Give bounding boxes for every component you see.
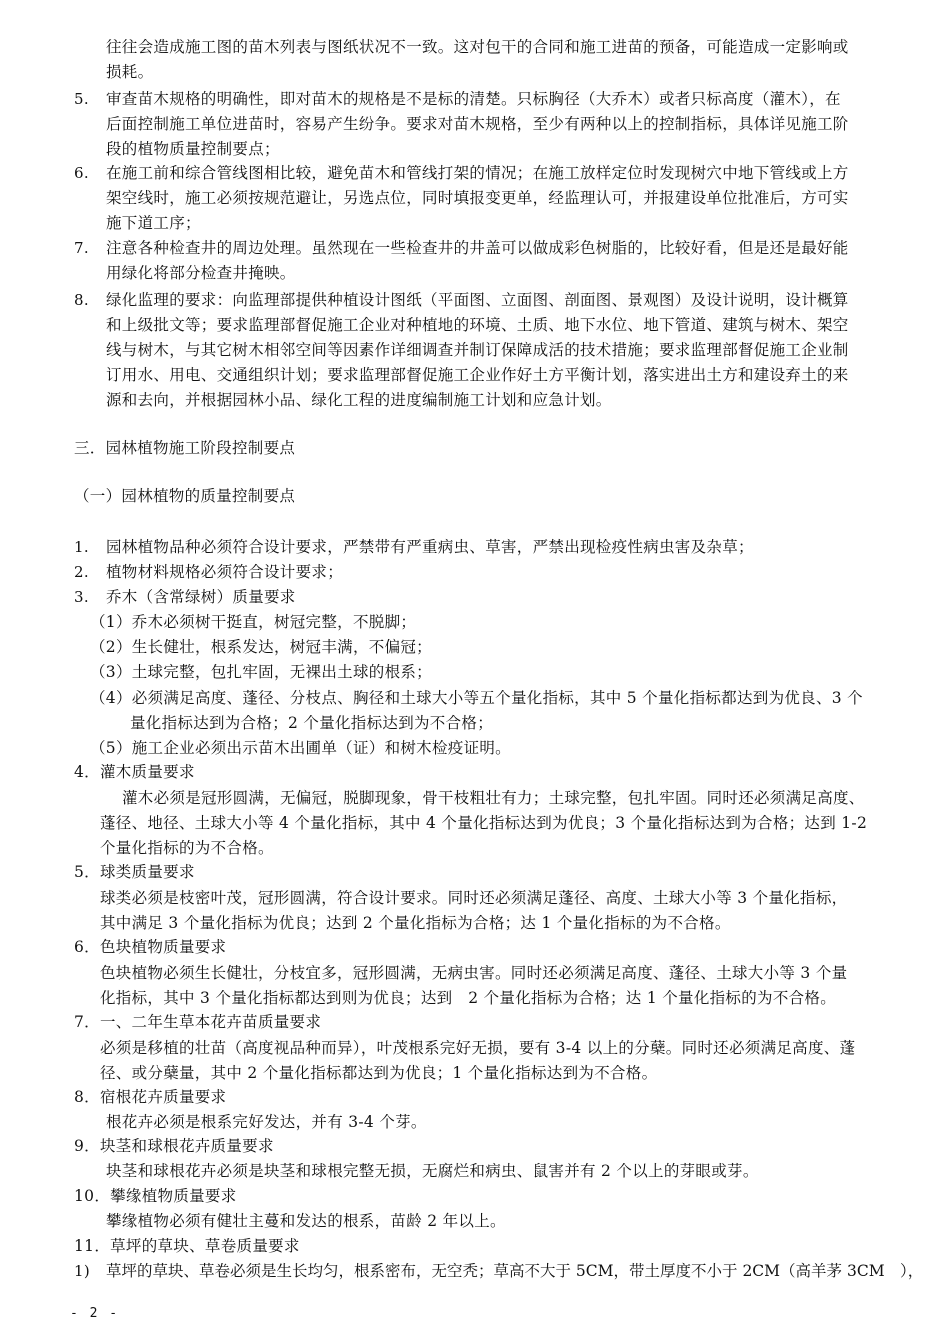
- text-line: 园林植物品种必须符合设计要求，严禁带有严重病虫、草害，严禁出现检疫性病虫害及杂草；: [106, 538, 754, 556]
- text-line: 用绿化将部分检查井掩映。: [106, 264, 296, 282]
- text-line: 订用水、用电、交通组织计划；要求监理部督促施工企业作好土方平衡计划，落实进出土方和建设弃土的来: [106, 366, 849, 384]
- text-line: 其中满足 3 个量化指标为优良；达到 2 个量化指标为合格；达 1 个量化指标的为不合格。: [100, 914, 731, 932]
- text-line: 根花卉必须是根系完好发达，并有 3-4 个芽。: [106, 1113, 427, 1131]
- item-heading: 7．一、二年生草本花卉苗质量要求: [74, 1013, 322, 1031]
- text-line: 施下道工序；: [106, 214, 201, 232]
- item-heading: 9．块茎和球根花卉质量要求: [74, 1137, 274, 1155]
- item-number: 3.: [74, 588, 89, 606]
- text-line: 往往会造成施工图的苗木列表与图纸状况不一致。这对包干的合同和施工进苗的预备，可能造成一定影响或: [106, 38, 849, 56]
- item-number: 5.: [74, 90, 89, 108]
- item-number: 2.: [74, 563, 89, 581]
- sub-item: （2）生长健壮，根系发达，树冠丰满，不偏冠；: [90, 638, 432, 656]
- text-line: 审查苗木规格的明确性，即对苗木的规格是不是标的清楚。只标胸径（大乔木）或者只标高度（灌木），在: [106, 90, 841, 108]
- item-number: 1): [74, 1262, 90, 1280]
- page-number: - 2 -: [70, 1306, 120, 1321]
- text-line: 蓬径、地径、土球大小等 4 个量化指标，其中 4 个量化指标达到为优良；3 个量化指标达到为合格；达到 1-2: [100, 814, 868, 832]
- item-heading: 11．草坪的草块、草卷质量要求: [74, 1237, 300, 1255]
- text-line: 绿化监理的要求：向监理部提供种植设计图纸（平面图、立面图、剖面图、景观图）及设计说明，设计概算: [106, 291, 849, 309]
- item-number: 1.: [74, 538, 89, 556]
- section-heading: 三．园林植物施工阶段控制要点: [74, 439, 296, 457]
- item-heading: 10．攀缘植物质量要求: [74, 1187, 237, 1205]
- text-line: 个量化指标的为不合格。: [100, 839, 274, 857]
- text-line: 攀缘植物必须有健壮主蔓和发达的根系，苗龄 2 年以上。: [106, 1212, 506, 1230]
- sub-item: （4）必须满足高度、蓬径、分枝点、胸径和土球大小等五个量化指标，其中 5 个量化指标都达到为优良、3 个: [90, 689, 863, 707]
- item-number: 8.: [74, 291, 89, 309]
- text-line: 段的植物质量控制要点；: [106, 140, 280, 158]
- item-heading: 8．宿根花卉质量要求: [74, 1088, 227, 1106]
- item-heading: 6．色块植物质量要求: [74, 938, 227, 956]
- item-number: 7.: [74, 239, 89, 257]
- text-line: 块茎和球根花卉必须是块茎和球根完整无损，无腐烂和病虫、鼠害并有 2 个以上的芽眼或芽。: [106, 1162, 759, 1180]
- text-line: 必须是移植的壮苗（高度视品种而异），叶茂根系完好无损，要有 3-4 以上的分蘖。同时还必须满足高度、蓬: [100, 1039, 856, 1057]
- text-line: 注意各种检查井的周边处理。虽然现在一些检查井的井盖可以做成彩色树脂的，比较好看，但是还是最好能: [106, 239, 849, 257]
- text-line: 损耗。: [106, 63, 154, 81]
- text-line: 植物材料规格必须符合设计要求；: [106, 563, 344, 581]
- sub-item: （1）乔木必须树干挺直，树冠完整，不脱脚；: [90, 613, 417, 631]
- text-line: 线与树木，与其它树木相邻空间等因素作详细调查并制订保障成活的技术措施；要求监理部督促施工企业制: [106, 341, 849, 359]
- text-line: 源和去向，并根据园林小品、绿化工程的进度编制施工计划和应急计划。: [106, 391, 612, 409]
- sub-item-continuation: 量化指标达到为合格；2 个量化指标达到为不合格；: [130, 714, 493, 732]
- item-heading: 5．球类质量要求: [74, 863, 195, 881]
- item-number: 6.: [74, 164, 89, 182]
- sub-item: （3）土球完整，包扎牢固，无裸出土球的根系；: [90, 663, 432, 681]
- text-line: 草坪的草块、草卷必须是生长均匀，根系密布，无空秃；草高不大于 5CM，带土厚度不小于 2CM（高羊茅 3CM ），: [106, 1262, 924, 1280]
- text-line: 乔木（含常绿树）质量要求: [106, 588, 296, 606]
- sub-item: （5）施工企业必须出示苗木出圃单（证）和树木检疫证明。: [90, 739, 511, 757]
- text-line: 和上级批文等；要求监理部督促施工企业对种植地的环境、土质、地下水位、地下管道、建筑与树木、架空: [106, 316, 849, 334]
- text-line: 色块植物必须生长健壮，分枝宜多，冠形圆满，无病虫害。同时还必须满足高度、蓬径、土球大小等 3 个量: [100, 964, 848, 982]
- text-line: 化指标，其中 3 个量化指标都达到则为优良；达到 2 个量化指标为合格；达 1 个量化指标的为不合格。: [100, 989, 837, 1007]
- text-line: 球类必须是枝密叶茂，冠形圆满，符合设计要求。同时还必须满足蓬径、高度、土球大小等 3 个量化指标，: [100, 889, 848, 907]
- text-line: 后面控制施工单位进苗时，容易产生纷争。要求对苗木规格，至少有两种以上的控制指标，具体详见施工阶: [106, 115, 849, 133]
- text-line: 径、或分蘖量，其中 2 个量化指标都达到为优良；1 个量化指标达到为不合格。: [100, 1064, 658, 1082]
- text-line: 在施工前和综合管线图相比较，避免苗木和管线打架的情况；在施工放样定位时发现树穴中地下管线或上方: [106, 164, 849, 182]
- text-line: 灌木必须是冠形圆满，无偏冠，脱脚现象，骨干枝粗壮有力；土球完整，包扎牢固。同时还必须满足高度、: [122, 789, 865, 807]
- subsection-heading: （一）园林植物的质量控制要点: [74, 487, 296, 505]
- item-heading: 4．灌木质量要求: [74, 763, 195, 781]
- text-line: 架空线时，施工必须按规范避让，另选点位，同时填报变更单，经监理认可，并报建设单位批准后，方可实: [106, 189, 849, 207]
